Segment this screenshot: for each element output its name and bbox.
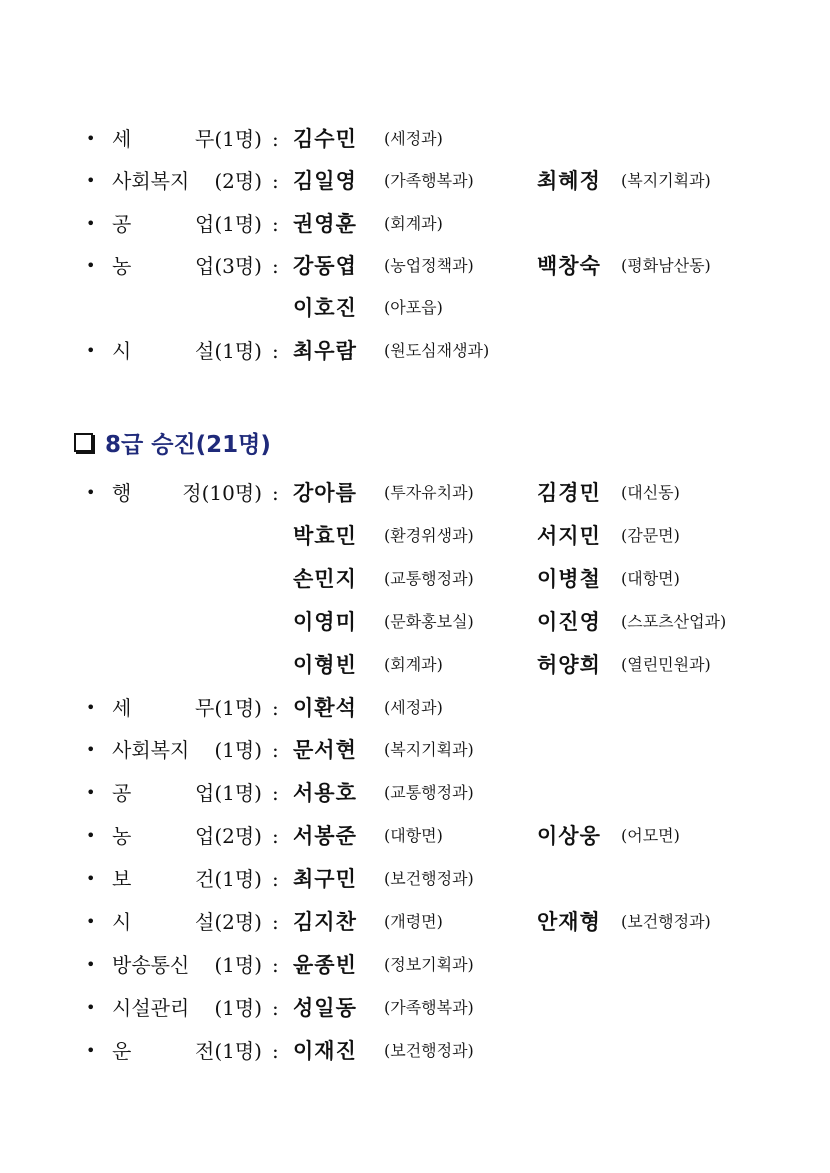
person-name: 성일동 [293, 996, 357, 1020]
separator: : [272, 738, 279, 762]
department: (개령면) [384, 912, 443, 931]
person-name: 문서현 [293, 738, 357, 762]
category-label: 시 설(2명) [112, 910, 262, 934]
department: (세정과) [384, 698, 443, 717]
person-name: 백창숙 [537, 254, 601, 278]
department: (대신동) [621, 483, 680, 502]
bullet: • [86, 826, 96, 845]
person-name: 이재진 [293, 1039, 357, 1063]
bullet: • [86, 341, 96, 360]
person-name: 이환석 [293, 696, 357, 720]
person-name: 이영미 [293, 610, 357, 634]
department: (원도심재생과) [384, 341, 490, 360]
department: (교통행정과) [384, 783, 474, 802]
person-name: 김경민 [537, 481, 601, 505]
bullet: • [86, 783, 96, 802]
person-name: 최구민 [293, 867, 357, 891]
separator: : [272, 1039, 279, 1063]
separator: : [272, 824, 279, 848]
heading-title: 8급 승진(21명) [105, 431, 271, 458]
person-name: 이형빈 [293, 653, 357, 677]
category-label: 보 건(1명) [112, 867, 262, 891]
department: (농업정책과) [384, 256, 474, 275]
bullet: • [86, 998, 96, 1017]
person-name: 김지찬 [293, 910, 357, 934]
bullet: • [86, 955, 96, 974]
person-name: 김수민 [293, 127, 357, 151]
category-label: 세 무(1명) [112, 696, 262, 720]
department: (정보기획과) [384, 955, 474, 974]
person-name: 이호진 [293, 296, 357, 320]
department: (감문면) [621, 526, 680, 545]
department: (보건행정과) [621, 912, 711, 931]
person-name: 서용호 [293, 781, 357, 805]
separator: : [272, 212, 279, 236]
department: (세정과) [384, 129, 443, 148]
person-name: 윤종빈 [293, 953, 357, 977]
category-label: 행 정(10명) [112, 481, 262, 505]
department: (환경위생과) [384, 526, 474, 545]
bullet: • [86, 1041, 96, 1060]
bullet: • [86, 171, 96, 190]
checkbox-icon [74, 433, 93, 452]
bullet: • [86, 740, 96, 759]
department: (열린민원과) [621, 655, 711, 674]
person-name: 최혜정 [537, 169, 601, 193]
bullet: • [86, 483, 96, 502]
separator: : [272, 481, 279, 505]
bullet: • [86, 698, 96, 717]
person-name: 안재형 [537, 910, 601, 934]
bullet: • [86, 214, 96, 233]
category-label: 농 업(2명) [112, 824, 262, 848]
department: (회계과) [384, 655, 443, 674]
separator: : [272, 953, 279, 977]
bullet: • [86, 256, 96, 275]
department: (아포읍) [384, 298, 443, 317]
category-label: 공 업(1명) [112, 212, 262, 236]
department: (가족행복과) [384, 171, 474, 190]
person-name: 허양희 [537, 653, 601, 677]
department: (보건행정과) [384, 1041, 474, 1060]
category-label: 사회복지 (2명) [112, 169, 262, 193]
separator: : [272, 339, 279, 363]
department: (대항면) [384, 826, 443, 845]
person-name: 강아름 [293, 481, 357, 505]
department: (보건행정과) [384, 869, 474, 888]
category-label: 방송통신 (1명) [112, 953, 262, 977]
category-label: 운 전(1명) [112, 1039, 262, 1063]
bullet: • [86, 129, 96, 148]
separator: : [272, 910, 279, 934]
category-label: 세 무(1명) [112, 127, 262, 151]
department: (어모면) [621, 826, 680, 845]
separator: : [272, 781, 279, 805]
department: (회계과) [384, 214, 443, 233]
department: (투자유치과) [384, 483, 474, 502]
person-name: 서봉준 [293, 824, 357, 848]
section-heading [74, 424, 271, 460]
separator: : [272, 696, 279, 720]
bullet: • [86, 869, 96, 888]
category-label: 시설관리 (1명) [112, 996, 262, 1020]
bullet: • [86, 912, 96, 931]
department: (평화남산동) [621, 256, 711, 275]
department: (스포츠산업과) [621, 612, 727, 631]
separator: : [272, 996, 279, 1020]
department: (문화홍보실) [384, 612, 474, 631]
person-name: 최우람 [293, 339, 357, 363]
department: (교통행정과) [384, 569, 474, 588]
category-label: 농 업(3명) [112, 254, 262, 278]
person-name: 권영훈 [293, 212, 357, 236]
category-label: 공 업(1명) [112, 781, 262, 805]
department: (대항면) [621, 569, 680, 588]
separator: : [272, 254, 279, 278]
person-name: 손민지 [293, 567, 357, 591]
person-name: 김일영 [293, 169, 357, 193]
person-name: 박효민 [293, 524, 357, 548]
separator: : [272, 169, 279, 193]
person-name: 이상웅 [537, 824, 601, 848]
department: (복지기획과) [621, 171, 711, 190]
category-label: 시 설(1명) [112, 339, 262, 363]
separator: : [272, 867, 279, 891]
person-name: 이병철 [537, 567, 601, 591]
category-label: 사회복지 (1명) [112, 738, 262, 762]
person-name: 강동엽 [293, 254, 357, 278]
department: (가족행복과) [384, 998, 474, 1017]
department: (복지기획과) [384, 740, 474, 759]
person-name: 서지민 [537, 524, 601, 548]
person-name: 이진영 [537, 610, 601, 634]
separator: : [272, 127, 279, 151]
